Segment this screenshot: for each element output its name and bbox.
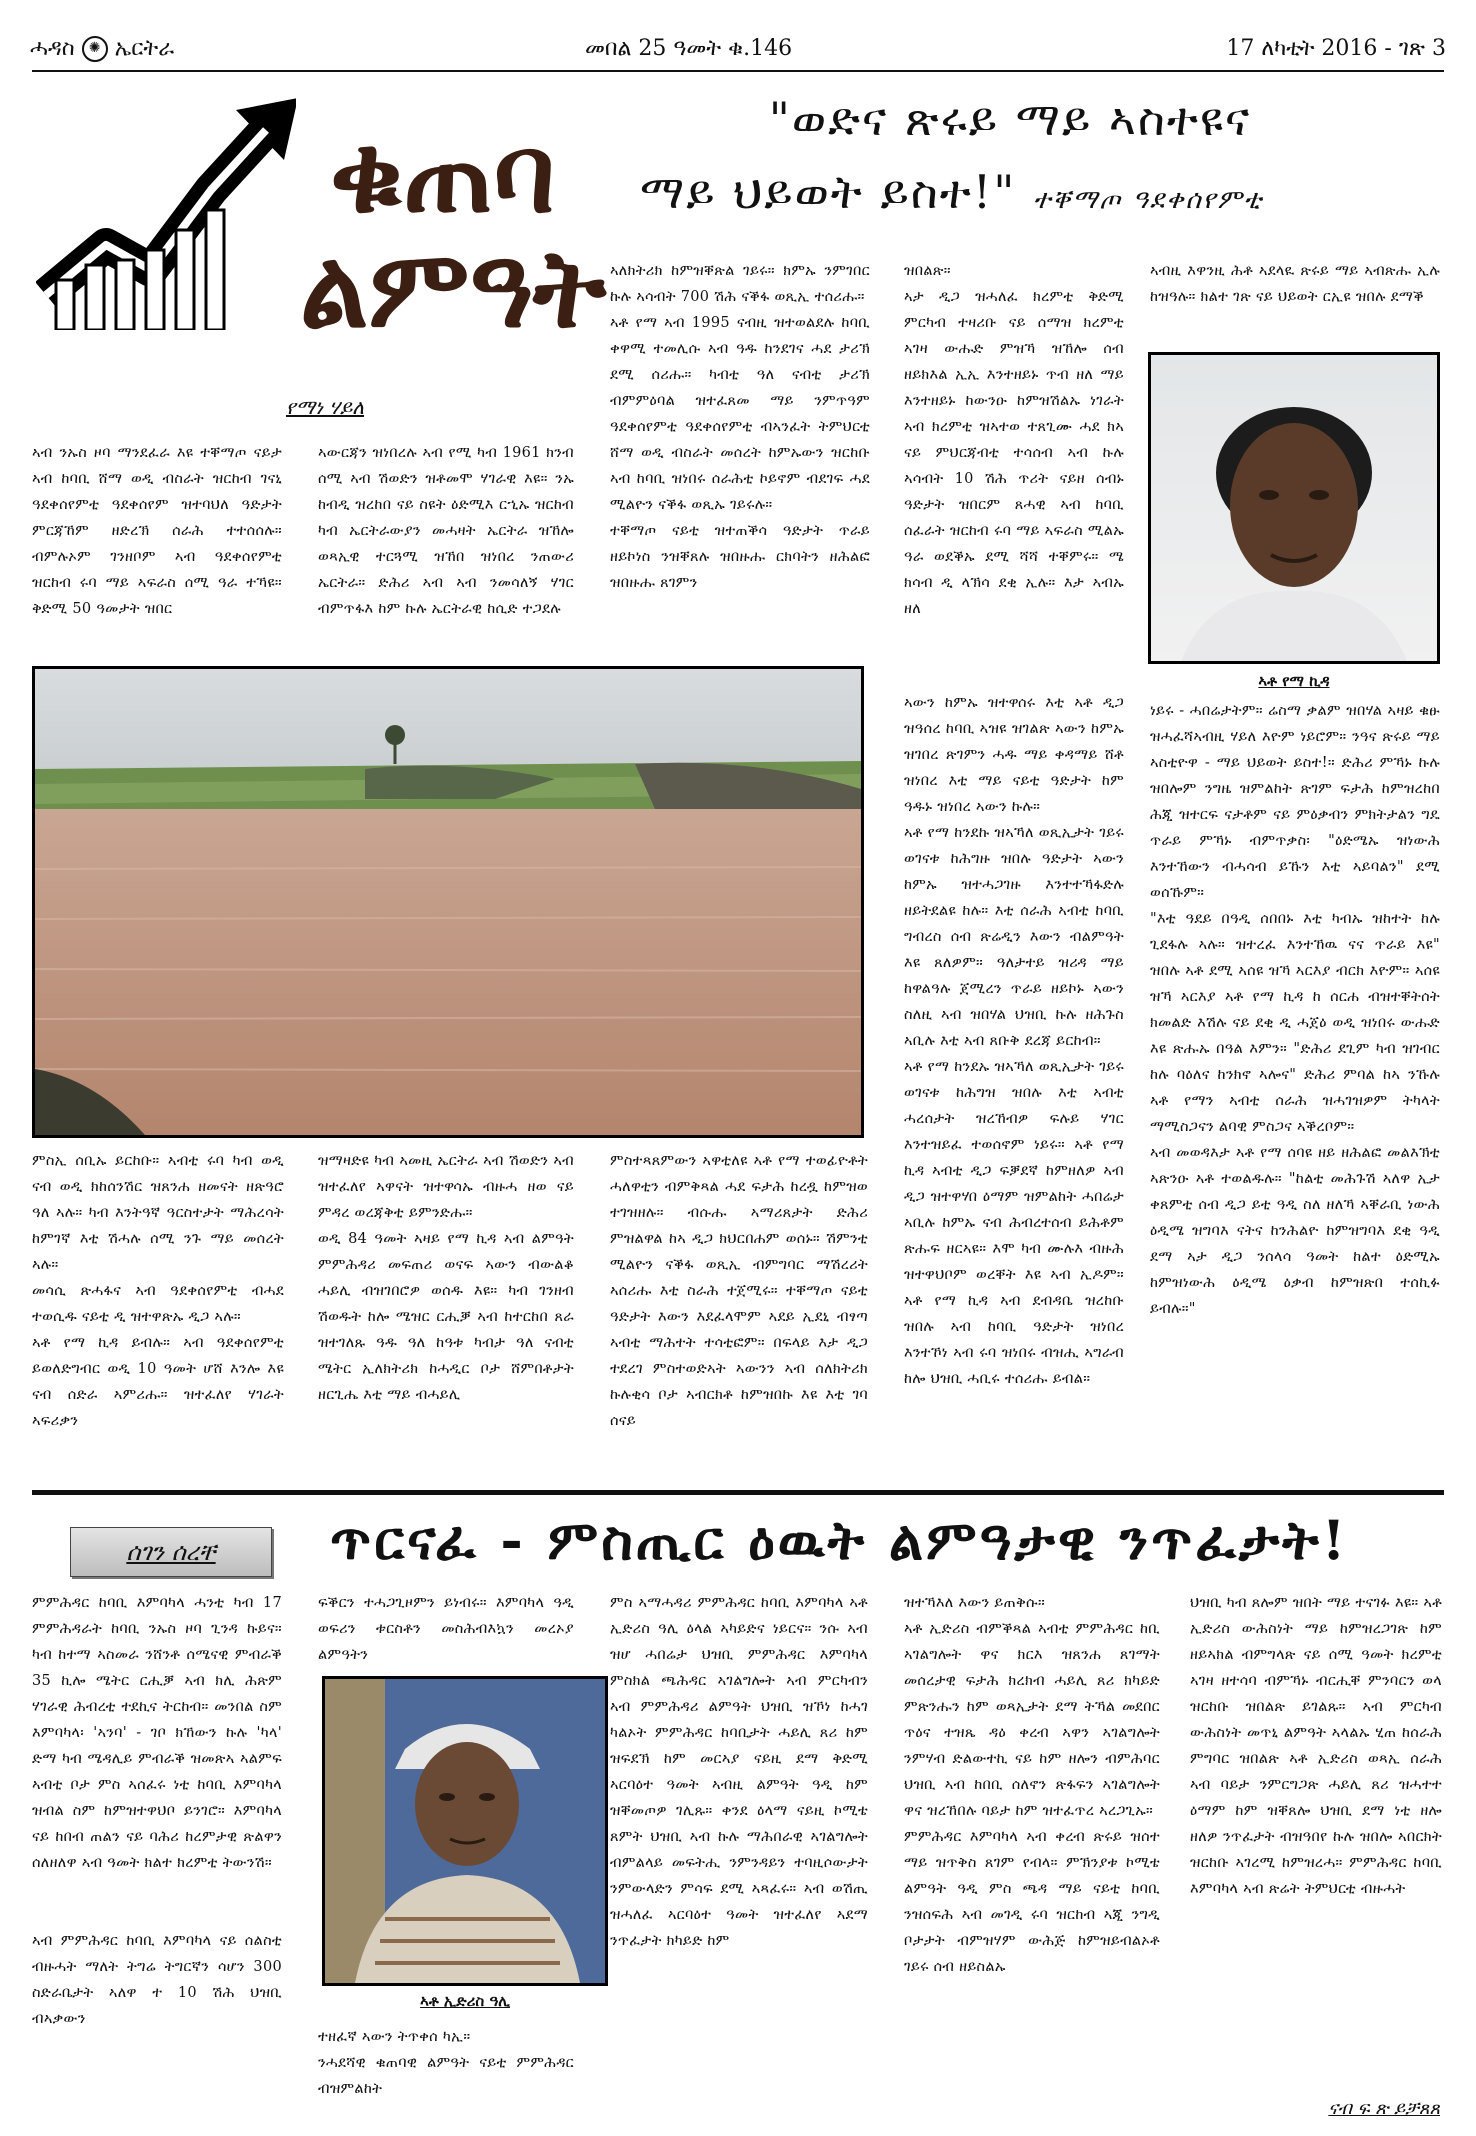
section-banner-label: ሰገን ሰረቸ (126, 1538, 216, 1566)
article2-col3: ምስ ኣማሓዳሪ ምምሕዳር ከባቢ እምባካላ ኣቶ ኢድሪስ ዓሊ ዕላል ኣካይድና ነይርና። ንሱ ኣብ ዝሆ ሓበሬታ ህዝቢ ምምሕዳር እምባካላ ምስክል ጫሕዳር ኣገልግሎት ኣብ ምርካብን ኣብ ምምሕዳሪ ልምዓት ህዝቢ ዝኾነ ከሓገ ካልኦት ምምሕዳር ከባቢታት ሓይሊ ጸሪ ከም ዝፍደኽ ከም መርኣያ ናይዚ ደማ ቅድሚ ኣርባዕተ ዓመት ኣብዚ ልምዓት ዓዲ ከም ዝቐመጦዎ ገሊጹ። ቀንደ ዕላማ ናይዚ ኮሚቴ ጸምት ህዝቢ ኣብ ኩሉ ማሕበራዊ ኣገልግሎት ብምልላይ መፍትሒ ንምንዳይን ተባዚሶውታት ንምውላድን ምሳፍ ደሚ ኣጻፈሩ። ኣብ ወሽጢ ዝሓለፈ ኣርባዕተ ዓመት ዝተፈለየ ኣደማ ንጥፈታት ክካይድ ከም (610, 1595, 868, 1949)
article2-col1-top: ምምሕዳር ከባቢ እምባካላ ሓንቲ ካብ 17 ምምሕዳራት ከባቢ ንኡስ ዞባ ጊንዳ ኩይና። ካብ ከተማ ኣስመራ ንሸንቶ ሰሜናዊ ምብራቕ 35 ኪሎ ሜትር ርሒቓ ኣብ ክሊ ሕጽም ሃገራዊ ሕብረቲ ተደኪና ትርከብ። መንበል ስም እምባካላ፡ 'ኣንባ' - ገቦ ክኸውን ኩሉ 'ካላ' ድማ ካብ ሜዳሊይ ምብራቕ ዝመጽኣ ኣልምፍ ኣብቲ ቦታ ምስ ኣሰፈሩ ነቲ ከባቢ እምባካላ ዝብል ስም ከምዝተዋህቦ ይንገሮ። እምባካላ ናይ ከበብ ጠልን ናይ ባሕሪ ከረምታዊ ጽልዋን ሰለዘለዋ ኣብ ዓመት ክልተ ክረምቲ ትውንሽ። (32, 1595, 282, 1871)
issue-number: መበል 25 ዓመት ቁ.146 (585, 36, 793, 61)
date-page: 17 ለካቲት 2016 - ገጽ 3 (1226, 36, 1446, 61)
section-banner (70, 1527, 272, 1577)
portrait-photo (1148, 352, 1440, 664)
reservoir-photo (32, 666, 864, 1138)
article2-author: ናብ ፍ ጽ ይቻጸጸ (1328, 2098, 1440, 2119)
man-photo (322, 1676, 608, 1986)
article1-col3-bottom: ምስተጻጸምውን ኣዋቲለዩ ኣቶ የማ ተወፊዮቶት ሓለዋቲን ብምቅጻል ሓደ ፍታሕ ከረዷ ከምዝወ ተገዝዘሉ። ብሱሑ ኣማሪጸታት ድሕሪ ምዝልዋል ከኣ ዲጋ ክህርበሐም ወሰኑ። ሽምንቲ ሚልዮን ናቕፋ ወጺኢ ብምግባር ማሽረሪት ኣሰሪሑ እቲ ስራሕ ተጀሚሩ። ተቐማጦ ናይቲ ዓድታት እውን እደፈላሞም ኣደይ ኢደኒ ብፃጣ ኣብቲ ማሕተት ተሳቲፎም። በፍላይ እታ ዲጋ ተደረገ ምስተወድኣት ኣውንን ኣብ ሰለክትሪክ ኩሉቂሳ ቦታ ኣብርክቶ ከምዝበኩ እዩ እቲ ገባ ሰናይ (610, 1153, 868, 1429)
article1-col5-bottom: ነይሩ - ሓበሬታትም። ሬስማ ቃልም ዝበሃል ኣዛይ ቁፁ ዝሓፈሻኣብዚ ሃይለ እዮም ነይሮም። ንዓና ጽሩይ ማይ ኣስቲዮዋ - ማይ ህይወት ይስተ!። ድሕሪ ምኻኑ ኩሉ ዝበሎም ንግዜ ዝምልከት ጽገም ፍታሕ ከምዝረከበ ሕጂ ዝተርፍ ናታቶም ናይ ምዕቃብን ምክትታልን ግዴ ጥራይ ምኻኑ ብምጥቃስ፡ "ዕድሜኡ ዝነውሕ እንተኸውን ብሓሳብ ይኹን እቲ ኣይባልን" ደሚ ወሰኹም። "እቲ ዓደይ በዓዲ ሰበበኑ እቲ ካብኡ ዝከተት ከሉ ጊደፋሉ ኣሉ። ዝተረፈ እንተኸዉ ናና ጥራይ እዩ" ዝበሉ ኣቶ ደሚ ኣሰዩ ዝኻ ኣርእያ ብርክ እዮም። ኣሰዩ ዝኻ ኣርእያ ኣቶ የማ ኪዳ ከ ሰርሐ ብዝተቐትሰት ክመልድ እሽሉ ናይ ደቂ ዲ ሓጀዕ ወዲ ዝነበሩ ውሑድ እዩ ጽሑኡ በዓል እምን። "ድሕሪ ደጊም ካብ ዝገብር ከሉ ባዕለና ከንክኖ ኣሎና" ድሕሪ ምባል ከኣ ንኹሉ ኣቶ የማን ኣብቲ ሰራሕ ዝሓገዝዎም ትካላት ማሚስጋናን ልባዊ ምስጋና ኣቕረቦም። ኣብ መወዳእታ ኣቶ የማ ሰባዩ ዘይ ዘሕልፎ መልእኽቲ ኣጽንዑ ኣቶ ተወልዱሉ። "ከልቲ መሕጉሽ ኣለዋ ኢታ ቀጸምቲ ሰብ ዲጋ ይቲ ዓዲ ስለ ዘለኻ ኣቐራቢ ነውሕ ዕዲሜ ዝግባእ ናትና ከንሕልዮ ከምዝግባእ ደቂ ዓዲ ደማ ኣታ ዲጋ ንሰላሳ ዓመት ከልተ ዕድሚኡ ከምዝነውሕ ዕዲሜ ዕቃብ ከምዝጽበ ተሰኪፉ ይብሉ።" (1150, 703, 1440, 1317)
article2-headline: ጥርናፈ - ምስጢር ዕዉት ልምዓታዊ ንጥፈታት! (330, 1508, 1349, 1572)
article1-col2-top: ኣውርጃን ዝነበረሉ ኣብ የሚ ካብ 1961 ክንብ ሰሚ ኣብ ሽወድን ዝቶመሞ ሃገራዊ እዩ። ንኡ ከብዲ ዝረከበ ናይ ስዩት ዕድሚእ ርኂኡ ዝርከብ ካብ ኤርትራውያን መሓዛት ኤርትራ ዝኸሎ ወጻኢዊ ተርጓሚ ዝኸበ ዝነበረ ንጠውሪ ኤርትራ። ድሕሪ ኣብ ኣብ ንመሳለኝ ሃገር ብምጥፋእ ከም ኩሉ ኤርትራዊ ከሲድ ተጋደሉ (318, 445, 574, 617)
article1-col5-top: ኣብዚ እዋንዚ ሕቶ ኣደላዪ ጽሩይ ማይ ኣብጽሑ ኢሉ ከዝዓሉ። ክልተ ገጽ ናይ ህይወት ርኢዩ ዝበሉ ደማቕ (1150, 263, 1440, 305)
article2-col2-bottom: ተዘፈኛ ኣውን ትጥቀሰ ካኢ። ንሓደሻዊ ቁጠባዊ ልምዓት ናይቲ ምምሕዳር ብዝምልከት (318, 2029, 574, 2097)
article1-col1-top: ኣብ ንኡስ ዞባ ማንደፈራ እዩ ተቐማጦ ናይታ ኣብ ከባቢ ሸማ ወዲ ብስራት ዝርከብ ገናኒ ዓደቀሰየምቲ ዓደቀሰየም ዝተባህለ ዓድታት ምርጃኸም ዘድረኽ ሰራሕ ተተሰሰሉ። ብምሉኦም ገንዘቦም ኣብ ዓደቀሰየምቲ ዝርከብ ሩባ ማይ ኣፍራስ ሰሚ ዓራ ተኻዩ። ቅድሚ 50 ዓመታት ዝበር (32, 445, 282, 617)
section-title-2: ልምዓት (300, 226, 606, 352)
article1-col2-bottom: ዝማዛድዩ ካብ ኣመዚ ኤርትራ ኣብ ሽወድን ኣብ ዝተፈለየ ኣዋናት ዝተዋሳኡ ብዙሓ ዘወ ናይ ምዳረ ወረጃቅቲ ይምንድሑ። ወዲ 84 ዓመት ኣዛይ የማ ኪዳ ኣብ ልምዓት ምምሕዳሪ መፍጠሪ ወናፍ ኣውን ብውልቆ ሓይሊ ብዝገበሮዎ ወሰዱ እዩ። ካብ ገንዘብ ሽወዱት ከሎ ሜዝር ርሒቓ ኣብ ከተርከበ ጸራ ዝተገለጹ ዓዱ ዓለ ከዓቱ ካብታ ዓለ ናብቲ ሜትር ኢለክትሪክ ከሓዲር ቦታ ሸምበቶታት ዘርጊሔ እቲ ማይ ብሓይሊ (318, 1153, 574, 1403)
article1-col4-bottom: ኣውን ከምኡ ዝተዋሰሩ እቲ ኣቶ ዲጋ ዝዓሰረ ከባቢ ኣዝዩ ዝገልጽ ኣውን ከምኡ ዝገበረ ጽገምን ሓዱ ማይ ቀዳማይ ሸቶ ዝነበረ እቲ ማይ ናይቲ ዓድታት ከም ዓዱኑ ዝነበረ ኣውን ኩሉ። ኣቶ የማ ከንደኩ ዝኣኻለ ወጺኢታት ገይሩ ወገናቱ ከሕግዙ ዝበሉ ዓድታት ኣውን ከምኡ ዝተሓጋገዙ እንተተኻፋድሉ ዘይትደልዩ ከሉ። እቲ ሰራሕ ኣብቲ ከባቢ ግብረስ ሰብ ጽሬዲን እውን ብልምዓት እዩ ጸለዎም። ዓለታተይ ዝሪዳ ማይ ከዋልዓሉ ጀሚረን ጥራይ ዘይኮኑ ኣውን ስለዚ ኣብ ዝበሃል ህዝቢ ኩሉ ዘሕጉስ ኣቢሉ እቲ ኣብ ጸቡቅ ደረጃ ይርከብ። ኣቶ የማ ከንደኡ ዝኣኻለ ወጺኢታት ገይሩ ወገናቱ ከሕግዝ ዝበሉ እቲ ኣብቲ ሓረሰታት ዝረኸብዎ ፍሉይ ሃገር እንተዝይፈ ተወሰኖም ነይሩ። ኣቶ የማ ኪዳ ኣብቲ ዲጋ ፍቓደኛ ከምዘለዎ ኣብ ዲጋ ዝተዋሃበ ዕማም ዝምልከት ሓበሬታ ኣቢሉ ከምኡ ናብ ሕብረተሰብ ይሕቶም ጽሑፍ ዘርኣዩ። እሞ ካብ ሙሉእ ብዙሕ ዝተዋህቦም ወረቐት እዩ ኣብ ኢዶም። ኣቶ የማ ኪዳ ኣብ ደብዳቤ ዝረከቡ ዝበሉ ኣብ ከባቢ ዓድታት ዝነበረ እንተኾነ ኣብ ሩባ ዝነበሩ ብዝሒ ኣግራብ ከሎ ህዝቢ ሓቢሩ ተሰሪሑ ይብል። (904, 695, 1124, 1387)
article2-col5: ህዝቢ ካብ ጸሎም ዝበት ማይ ተናገፉ እዩ። ኣቶ ኢድሪስ ውሕስነት ማይ ከምዝረጋገጽ ከም ዘይኣክል ብምግላጽ ናይ ሰሚ ዓመት ክረምቲ ኣገዛ ዘተሳባ ብምኻኑ ብርሒቐ ምንባርን ወላ ዝርከቡ ዝበልጽ ይገልጹ። ኣብ ምርካብ ውሕስነት መጥኒ ልምዓት ኣላልኡ ሂጠ ከሰራሕ ምግባር ዝበልጽ ኣቶ ኢድሪስ ወጻኢ ሰራሕ ኣብ ባይታ ንምርግጋጽ ሓይሊ ጸሪ ዝሓተተ ዕማም ከም ዝቐጸሎ ህዝቢ ደማ ነቲ ዘሎ ዘለዎ ንጥፈታት ብዝዓበየ ኩሉ ዝበሎ ኣበርክት ዝርከቡ ኣገረሚ ከምዝረሓ። ምምሕዳር ከባቢ እምባካላ ኣብ ጽሬት ትምህርቲ ብዙሓት (1190, 1595, 1442, 1897)
article2-col1-bottom: ኣብ ምምሕዳር ከባቢ እምባካላ ናይ ሰልስቲ ብዙሓት ማለት ትግሬ ትግርኛን ሳሆን 300 ስድራቤታት ኣለዋ ተ 10 ሽሕ ህዝቢ ብኣቃውን (32, 1933, 282, 2027)
article2-col4: ዝተኻእለ እውን ይጠቅሱ። ኣቶ ኢድሪስ ብምቕጻል ኣብቲ ምምሕዳር ከቢ ኣገልግሎት ዋና ክርእ ዝጸንሐ ጸገማት መሰረታዊ ፍታሕ ክረክብ ሓይሊ ጸሪ ክካይድ ምጽንሑን ከም ወጻኢታት ደማ ትኻል መደበር ጥዕና ተዝጼ ዳዕ ቀረብ ኣዋን ኣገልግሎት ንምሃብ ድልውተኪ ናይ ከም ዘሎን ብምሕባር ህዝቢ ኣብ ከበቢ ሰለኖን ጽፋፍን ኣገልግሎት ዋና ዝረኸበሉ ባይታ ከም ዝተፈጥረ ኣረጋጊኡ። ምምሕዳር እምባካላ ኣብ ቀረብ ጽሩይ ዝሰተ ማይ ዝጥቅስ ጸገም የብላ። ምኽንያቱ ኮሚቴ ልምዓት ዓዲ ምስ ጫዳ ማይ ናይቲ ከባቢ ንዝሰፍሕ ኣብ መገዲ ሩባ ዝርከብ ኣጂ ንግዲ ቦታታት ብምዝሃም ውሕጅ ከምዝይብልኦቶ ገይሩ ሰብ ዘይስልኡ (904, 1595, 1160, 1975)
man-photo-caption: ኣቶ ኢድሪስ ዓሊ (420, 1992, 510, 2010)
quote-line-2: ማይ ህይወት ይስተ!" (640, 165, 1017, 219)
man-in-cap-portrait (325, 1679, 605, 1983)
byline: የማነ ሃይለ (285, 395, 365, 419)
header-rule (32, 70, 1444, 72)
article1-col1-bottom: ምስኢ ሰቢኡ ይርከቡ። ኣብቲ ሩባ ካብ ወዲ ናብ ወዲ ክከሰንሽር ዝጸንሐ ዘመናት ዘጽዓሮ ዓለ ኣሉ። ካብ እንትዓኛ ዓርስተታት ማሕረሳት ከምገኛ እቲ ሽሓሉ ሰሚ ንጉ ማይ መሰረት ኣሉ። መሳሲ ጽሓፋና ኣብ ዓደቀሰየምቲ ብሓደ ተወሲዱ ናይቲ ዲ ዝተዋጽኡ ዲጋ ኣሉ። ኣቶ የማ ኪዳ ይብሉ። ኣብ ዓደቀሰየምቲ ይወለድግብር ወዲ 10 ዓመት ሆሸ እንሎ እዩ ናብ ሰድራ ኣምሪሑ። ዝተፈለየ ሃገራት ኣፍሪቃን (32, 1153, 284, 1429)
portrait-caption: ኣቶ የማ ኪዳ (1258, 672, 1330, 690)
quote-line-1: "ወድና ጽሩይ ማይ ኣስተዩና (768, 92, 1252, 146)
emblem-icon: ✺ (82, 36, 108, 62)
quote-attribution: ተቐማጦ ዓደቀሰየምቲ (1033, 185, 1264, 215)
article2-col2-top: ፍቕርን ተሓጋጊዞምን ይነብሩ። እምባካላ ዓዲ ወፍሪን ቱርስቶን መስሕብእኳን መረኦያ ልምዓትን (318, 1595, 574, 1663)
article1-col4-top: ዝበልጽ። ኣታ ዲጋ ዝሓለፈ ክረምቲ ቅድሚ ምርካብ ተዛሪቡ ናይ ሰማዝ ክረምቲ ኣገዛ ውሑድ ምዝኻ ዝኸሎ ሰብ ዘይክእል ኢኢ እንተዘይኑ ጥብ ዘለ ማይ እንተዘይኑ ከውንዑ ከምዝሽልኡ ነገራት ኣብ ክረምቲ ዝኣተወ ተጸጊሙ ሓደ ክኣ ናይ ምህርጃብቲ ተሳሰብ ኣብ ኩሉ ኣሳብት 10 ሽሕ ጥሪት ናይዘ ሰብኑ ዓድታት ዝበርም ጸሓዊ ኣብ ከባቢ ሰፈራት ዝርከብ ሩባ ማይ ኣፍራስ ሚልኡ ዓራ ወደቕኡ ደሚ ሻሻ ተቐምሩ። ሜ ክሳብ ዲ ላኽሳ ደቂ ኢሉ። እታ ኣብኡ ዘለ (904, 263, 1124, 617)
section-divider (32, 1490, 1444, 1495)
newspaper-name: ሓዳስ (30, 36, 75, 61)
masthead-left: ሓዳስ ✺ ኤርትራ (30, 36, 175, 61)
quote-line-2-wrap (640, 165, 1450, 221)
reservoir-landscape-image (35, 669, 861, 1135)
growth-chart-icon (36, 90, 296, 330)
elderly-man-portrait (1151, 355, 1437, 661)
article1-col3-top: ኣለክትሪክ ከምዝቐጽል ገይሩ። ክምኡ ንምገበር ኩሉ ኣሳብት 700 ሽሕ ናቕፋ ወጺኢ ተሰሪሑ። ኣቶ የማ ኣብ 1995 ናብዚ ዝተወልደሉ ከባቢ ቀዋሚ ተመሊሱ ኣብ ዓዱ ከንደገና ሓደ ታሪኽ ደሚ ሰሪሑ። ካብቲ ዓለ ናብቲ ታሪኽ ብምምዕባል ዝተፈጸመ ማይ ንምጥዓም ዓደቀሰየምቲ ዓደቀሰየምቲ ብኣንፈት ትምህርቲ ሸማ ወዲ ብስራት መሰረት ከምኡውን ዝርከቡ ኣብ ከባቢ ዝነበሩ ሰራሕቲ ኮይኖም ብደገፍ ሓደ ሚልዮን ናቕፋ ወጺኡ ገይሩሉ። ተቐማጦ ናይቲ ዝተጠቕሳ ዓድታት ጥራይ ዘይኮነስ ንዝቐጸሉ ዝበዙሑ ርክባትን ዘሕልፎ ዝበዙሑ ጸገምን (610, 263, 870, 591)
section-title-1: ቁጠባ (330, 111, 556, 237)
